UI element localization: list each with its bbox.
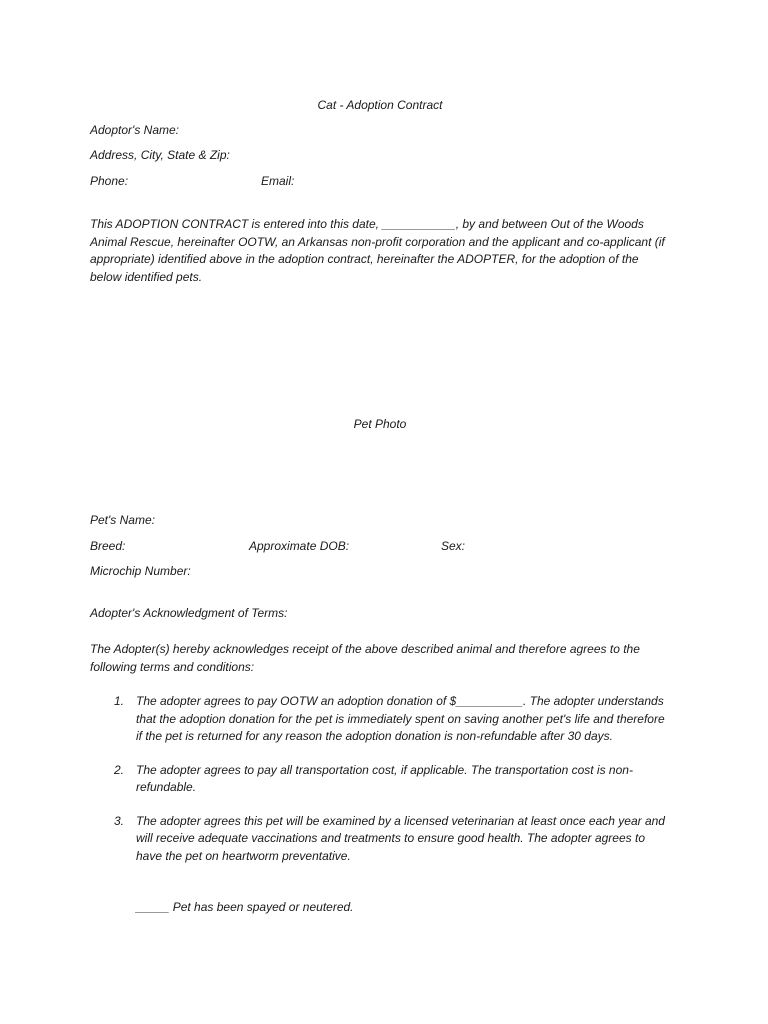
acknowledgment-heading: Adopter's Acknowledgment of Terms: — [90, 606, 288, 620]
term-text: The adopter agrees to pay all transportation cost, if applicable. The transportation cost is non-refundable. — [136, 762, 633, 794]
acknowledgment-intro: The Adopter(s) hereby acknowledges receipt of the above described animal and therefore agrees to the following terms and conditions: — [90, 642, 640, 674]
pet-breed-label: Breed: — [90, 539, 126, 553]
terms-list — [90, 693, 670, 881]
pet-sex-label: Sex: — [441, 539, 466, 553]
adopter-address-label: Address, City, State & Zip: — [90, 148, 230, 162]
spay-neuter-line: _____ Pet has been spayed or neutered. — [136, 900, 354, 914]
adopter-phone-label: Phone: — [90, 174, 129, 188]
pet-name-label: Pet's Name: — [90, 513, 155, 527]
adopter-name-label: Adoptor's Name: — [90, 123, 179, 137]
term-number: 2. — [114, 762, 125, 777]
intro-paragraph: This ADOPTION CONTRACT is entered into this date, ___________, by and between Out of the Woods Animal Rescue, hereinafter OOTW, an Arkansas non-profit corporation and the applicant and co-applicant (if appropriate) identified above in the adoption contract, hereinafter the ADOPTER, for the adoption of the below identified pets. — [90, 217, 665, 284]
term-text: The adopter agrees this pet will be examined by a licensed veterinarian at least once each year and will receive adequate vaccinations and treatments to ensure good health. The adopter agrees to have the pet on heartworm preventative. — [136, 813, 665, 863]
term-item — [90, 813, 670, 866]
term-item — [90, 693, 670, 746]
document-title: Cat - Adoption Contract — [317, 98, 443, 112]
pet-microchip-label: Microchip Number: — [90, 564, 191, 578]
pet-photo-placeholder: Pet Photo — [353, 417, 407, 431]
term-item — [90, 762, 670, 797]
adopter-email-label: Email: — [261, 174, 295, 188]
term-text: The adopter agrees to pay OOTW an adoption donation of $__________. The adopter understands that the adoption donation for the pet is immediately spent on saving another pet's life and therefore if the pet is returned for any reason the adoption donation is non-refundable after 30 days. — [136, 694, 665, 743]
term-number: 3. — [114, 813, 125, 828]
term-number: 1. — [114, 694, 125, 708]
pet-dob-label: Approximate DOB: — [249, 539, 350, 553]
